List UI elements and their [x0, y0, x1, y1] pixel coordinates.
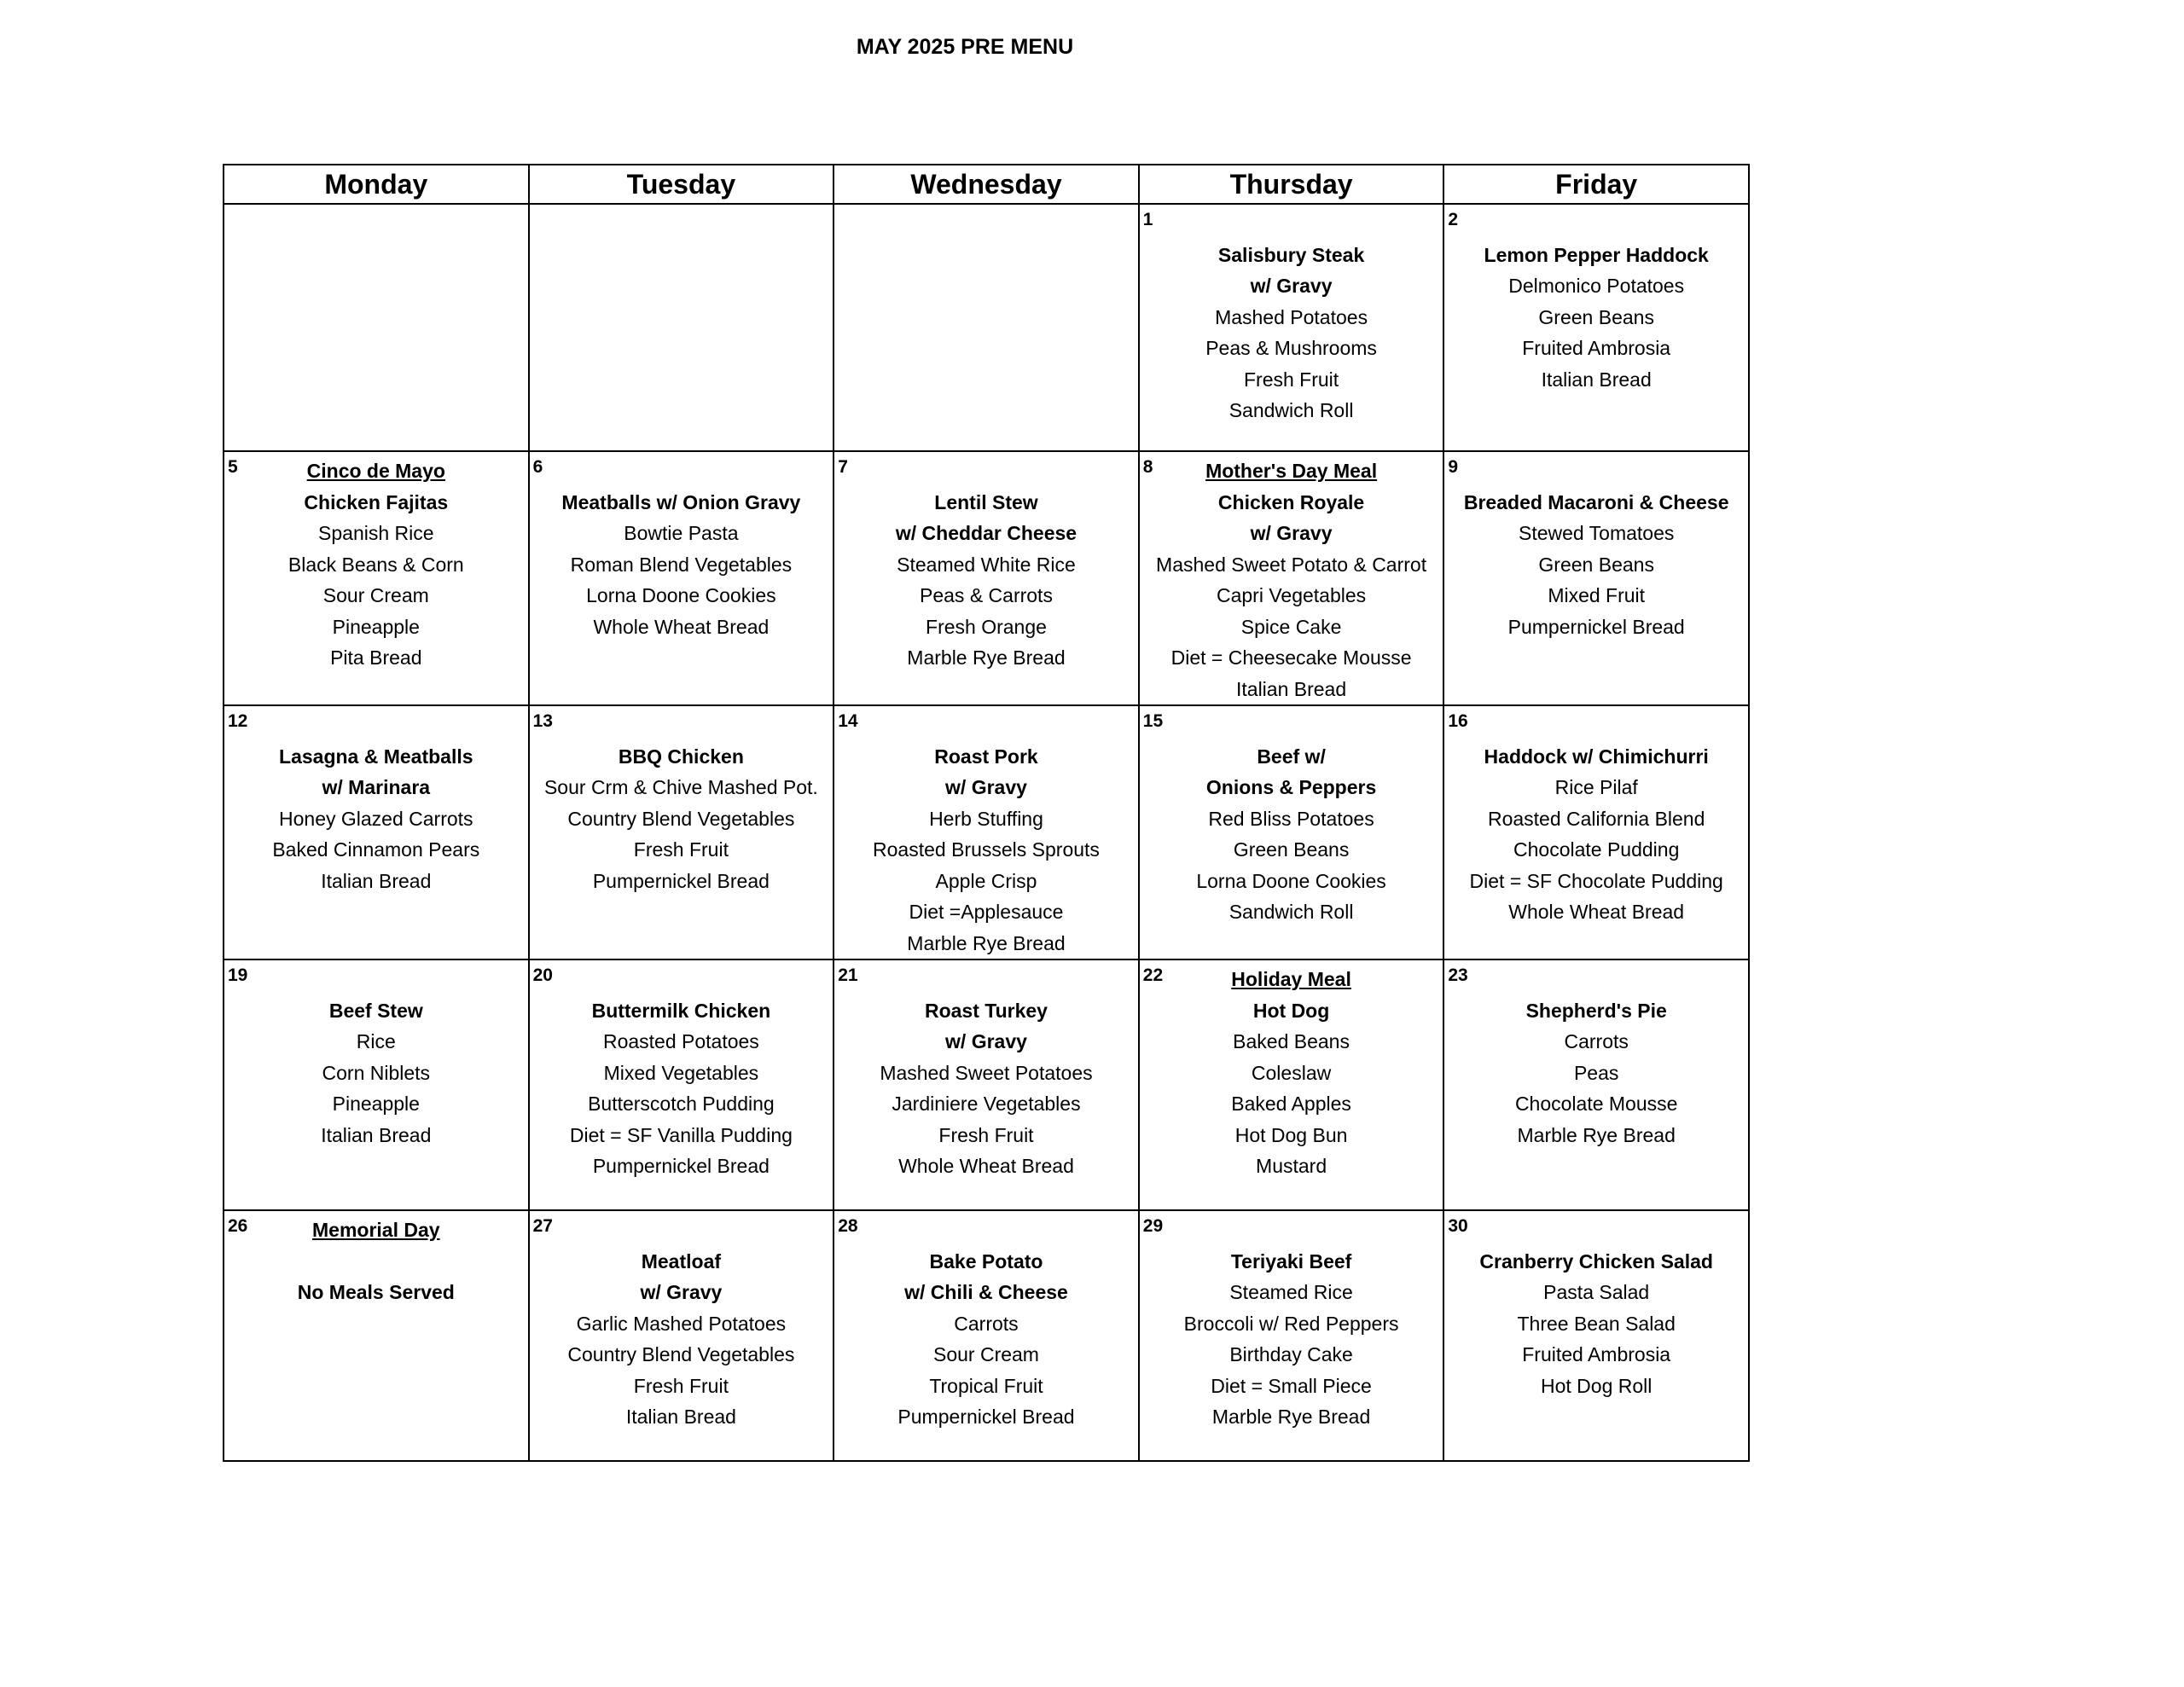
side-item: Fresh Fruit [633, 1374, 729, 1397]
side-item: Mixed Vegetables [603, 1061, 759, 1084]
day-cell [224, 451, 529, 705]
day-number: 9 [1448, 457, 1459, 477]
entree-line: w/ Cheddar Cheese [895, 522, 1077, 544]
entree-line: Lasagna & Meatballs [279, 745, 473, 768]
day-cell-content [530, 205, 834, 454]
day-cell-content [1140, 452, 1443, 708]
side-item: Pita Bread [330, 646, 422, 669]
entree-line: w/ Gravy [1250, 522, 1333, 544]
entree-line: Breaded Macaroni & Cheese [1463, 490, 1729, 513]
side-item: Corn Niblets [322, 1061, 431, 1084]
day-cell-content [224, 706, 528, 962]
weekday-header: Wednesday [834, 165, 1139, 204]
day-cell [224, 959, 529, 1210]
day-number: 6 [532, 457, 543, 477]
side-item: Spice Cake [1240, 615, 1342, 638]
side-item: Diet =Applesauce [909, 901, 1064, 923]
day-cell [1443, 204, 1749, 451]
side-item: Marble Rye Bread [1517, 1123, 1676, 1146]
side-item: Honey Glazed Carrots [279, 807, 473, 830]
holiday-label: Cinco de Mayo [306, 460, 445, 482]
entree-line: w/ Gravy [945, 1030, 1027, 1052]
day-number: 14 [838, 711, 858, 731]
side-item: Roasted Brussels Sprouts [873, 838, 1100, 861]
side-item: Lorna Doone Cookies [1196, 869, 1386, 892]
entree-line: Cranberry Chicken Salad [1479, 1249, 1713, 1272]
side-item: Roasted California Blend [1487, 807, 1705, 830]
day-cell [224, 1210, 529, 1461]
week-row [224, 1210, 1749, 1461]
holiday-label: Mother's Day Meal [1205, 460, 1378, 482]
entree-line: No Meals Served [297, 1281, 455, 1303]
day-cell [1139, 959, 1444, 1210]
side-item: Capri Vegetables [1216, 584, 1367, 606]
day-cell-content [530, 960, 834, 1213]
side-item: Rice Pilaf [1554, 776, 1638, 798]
side-item: Apple Crisp [935, 869, 1037, 892]
side-item: Sour Cream [322, 584, 429, 606]
side-item: Hot Dog Bun [1234, 1123, 1348, 1146]
day-number: 1 [1142, 210, 1153, 229]
entree-line: w/ Marinara [322, 776, 431, 798]
entree-line: Shepherd's Pie [1525, 999, 1667, 1022]
entree-line: Lentil Stew [934, 490, 1038, 513]
entree-line: Onions & Peppers [1205, 776, 1377, 798]
side-item: Sandwich Roll [1228, 399, 1354, 421]
side-item: Diet = SF Chocolate Pudding [1469, 869, 1723, 892]
entree-line: Roast Pork [934, 745, 1038, 768]
day-number: 30 [1448, 1216, 1468, 1236]
side-item: Pineapple [332, 615, 420, 638]
week-row [224, 451, 1749, 705]
side-item: Country Blend Vegetables [567, 1343, 795, 1365]
day-cell [529, 959, 834, 1210]
side-item: Sandwich Roll [1228, 901, 1354, 923]
entree-line: Meatballs w/ Onion Gravy [561, 490, 801, 513]
side-item: Green Beans [1538, 553, 1654, 576]
day-number: 15 [1142, 711, 1164, 731]
side-item: Pumpernickel Bread [897, 1406, 1075, 1428]
side-item: Tropical Fruit [929, 1374, 1043, 1397]
side-item: Chocolate Pudding [1513, 838, 1680, 861]
side-item: Whole Wheat Bread [898, 1155, 1074, 1177]
side-item: Whole Wheat Bread [1508, 901, 1685, 923]
day-cell-content [1140, 205, 1443, 454]
week-row [224, 705, 1749, 959]
day-cell-content [224, 205, 528, 454]
side-item: Diet = Small Piece [1211, 1374, 1372, 1397]
day-cell [1443, 451, 1749, 705]
day-number: 26 [228, 1216, 248, 1236]
entree-line: w/ Gravy [640, 1281, 723, 1303]
side-item: Mashed Sweet Potato & Carrot [1156, 553, 1427, 576]
side-item: Whole Wheat Bread [593, 615, 770, 638]
day-number: 7 [838, 457, 848, 477]
side-item: Italian Bread [625, 1406, 736, 1428]
day-cell-content [530, 706, 834, 962]
side-item: Lorna Doone Cookies [586, 584, 776, 606]
side-item: Marble Rye Bread [907, 646, 1066, 669]
side-item: Fruited Ambrosia [1522, 1343, 1671, 1365]
side-item: Chocolate Mousse [1514, 1093, 1678, 1115]
day-cell [224, 204, 529, 451]
side-item: Stewed Tomatoes [1518, 522, 1675, 544]
day-cell-content [834, 706, 1138, 962]
side-item: Italian Bread [321, 1123, 432, 1146]
side-item: Birthday Cake [1229, 1343, 1353, 1365]
weekday-header: Tuesday [529, 165, 834, 204]
side-item: Fresh Fruit [1243, 368, 1339, 391]
day-cell-content [224, 452, 528, 708]
day-cell [1443, 959, 1749, 1210]
side-item: Carrots [954, 1312, 1019, 1335]
side-item: Pumpernickel Bread [592, 869, 770, 892]
side-item: Fresh Fruit [633, 838, 729, 861]
day-cell-content [1444, 205, 1748, 454]
side-item: Coleslaw [1251, 1061, 1332, 1084]
side-item: Pumpernickel Bread [592, 1155, 770, 1177]
day-cell-content [834, 452, 1138, 708]
day-cell-content [1140, 960, 1443, 1213]
day-cell-content [1140, 1211, 1443, 1464]
day-number: 19 [228, 965, 248, 985]
day-number: 21 [838, 965, 858, 985]
day-cell [1139, 705, 1444, 959]
side-item: Rice [356, 1030, 396, 1052]
side-item: Fresh Fruit [938, 1123, 1034, 1146]
side-item: Italian Bread [1236, 677, 1347, 700]
side-item: Diet = Cheesecake Mousse [1170, 646, 1412, 669]
day-cell-content [1444, 1211, 1748, 1464]
holiday-label: Memorial Day [312, 1219, 440, 1241]
day-cell [529, 1210, 834, 1461]
entree-line [224, 1246, 528, 1278]
side-item: Roman Blend Vegetables [570, 553, 793, 576]
weekday-header-row [224, 165, 1749, 204]
side-item: Mashed Potatoes [1215, 305, 1368, 328]
side-item: Bowtie Pasta [624, 522, 739, 544]
entree-line: Haddock w/ Chimichurri [1484, 745, 1709, 768]
day-number: 29 [1142, 1216, 1164, 1236]
side-item: Marble Rye Bread [1211, 1406, 1371, 1428]
side-item: Country Blend Vegetables [567, 807, 795, 830]
entree-line: Roast Turkey [924, 999, 1048, 1022]
day-number: 13 [532, 711, 553, 731]
side-item: Peas [1573, 1061, 1619, 1084]
day-number: 20 [532, 965, 553, 985]
day-cell [1139, 204, 1444, 451]
entree-line: BBQ Chicken [618, 745, 744, 768]
weekday-header: Friday [1443, 165, 1749, 204]
weekday-header: Thursday [1139, 165, 1444, 204]
entree-line: w/ Gravy [1250, 275, 1333, 297]
holiday-label: Holiday Meal [1231, 968, 1351, 990]
day-cell [834, 705, 1139, 959]
side-item: Green Beans [1538, 305, 1654, 328]
side-item: Sour Crm & Chive Mashed Pot. [543, 776, 818, 798]
entree-line: w/ Chili & Cheese [904, 1281, 1068, 1303]
day-cell [1139, 451, 1444, 705]
day-cell-content [834, 1211, 1138, 1464]
day-cell-content [530, 1211, 834, 1464]
entree-line: Teriyaki Beef [1230, 1249, 1352, 1272]
day-cell [529, 451, 834, 705]
page-title: MAY 2025 PRE MENU [856, 35, 1074, 59]
day-cell-content [1444, 452, 1748, 708]
day-cell-content [530, 452, 834, 708]
side-item: Steamed Rice [1229, 1281, 1353, 1303]
side-item: Broccoli w/ Red Peppers [1183, 1312, 1399, 1335]
entree-line: Salisbury Steak [1217, 243, 1365, 266]
day-cell [834, 204, 1139, 451]
entree-line: Chicken Fajitas [304, 490, 449, 513]
entree-line: w/ Gravy [945, 776, 1027, 798]
entree-line: Bake Potato [929, 1249, 1043, 1272]
side-item: Mustard [1256, 1155, 1327, 1177]
day-cell-content [834, 960, 1138, 1213]
day-number: 12 [228, 711, 248, 731]
side-item: Pineapple [332, 1093, 420, 1115]
week-row [224, 204, 1749, 451]
side-item: Hot Dog Roll [1540, 1374, 1653, 1397]
side-item: Green Beans [1233, 838, 1350, 861]
side-item: Butterscotch Pudding [588, 1093, 775, 1115]
entree-line: Beef w/ [1257, 745, 1326, 768]
side-item: Peas & Mushrooms [1205, 337, 1377, 359]
side-item: Jardiniere Vegetables [892, 1093, 1081, 1115]
entree-line: Meatloaf [641, 1249, 722, 1272]
day-cell [224, 705, 529, 959]
day-cell-content [1444, 960, 1748, 1213]
side-item: Three Bean Salad [1517, 1312, 1676, 1335]
menu-calendar [223, 164, 1750, 1462]
side-item: Steamed White Rice [897, 553, 1076, 576]
day-cell-content [224, 960, 528, 1213]
day-cell [1443, 1210, 1749, 1461]
day-cell [1139, 1210, 1444, 1461]
day-cell-content [834, 205, 1138, 454]
side-item: Carrots [1564, 1030, 1629, 1052]
side-item: Baked Cinnamon Pears [272, 838, 480, 861]
side-item: Marble Rye Bread [907, 931, 1066, 954]
day-cell [834, 1210, 1139, 1461]
entree-line: Buttermilk Chicken [591, 999, 771, 1022]
side-item: Peas & Carrots [920, 584, 1053, 606]
entree-line: Lemon Pepper Haddock [1484, 243, 1709, 266]
day-number: 16 [1448, 711, 1468, 731]
side-item: Garlic Mashed Potatoes [576, 1312, 787, 1335]
side-item: Mashed Sweet Potatoes [880, 1061, 1093, 1084]
side-item: Pumpernickel Bread [1507, 615, 1685, 638]
side-item: Red Bliss Potatoes [1208, 807, 1374, 830]
day-number: 28 [838, 1216, 858, 1236]
entree-line: Beef Stew [328, 999, 423, 1022]
side-item: Black Beans & Corn [288, 553, 464, 576]
side-item: Fresh Orange [926, 615, 1047, 638]
side-item: Roasted Potatoes [602, 1030, 759, 1052]
side-item: Baked Apples [1231, 1093, 1351, 1115]
day-number: 8 [1142, 457, 1153, 477]
side-item: Fruited Ambrosia [1522, 337, 1671, 359]
day-cell [529, 204, 834, 451]
side-item: Italian Bread [321, 869, 432, 892]
day-cell [834, 959, 1139, 1210]
entree-line: Chicken Royale [1217, 490, 1365, 513]
day-number: 5 [228, 457, 238, 477]
side-item: Pasta Salad [1543, 1281, 1650, 1303]
day-cell-content [224, 1211, 528, 1464]
side-item: Spanish Rice [318, 522, 434, 544]
side-item: Sour Cream [932, 1343, 1039, 1365]
day-number: 2 [1448, 210, 1459, 229]
weekday-header: Monday [224, 165, 529, 204]
side-item: Diet = SF Vanilla Pudding [569, 1123, 793, 1146]
side-item: Baked Beans [1233, 1030, 1350, 1052]
day-cell-content [1444, 706, 1748, 962]
day-number: 23 [1448, 965, 1468, 985]
entree-line: Hot Dog [1252, 999, 1330, 1022]
side-item: Delmonico Potatoes [1508, 275, 1685, 297]
side-item: Herb Stuffing [929, 807, 1043, 830]
side-item: Mixed Fruit [1548, 584, 1646, 606]
side-item: Italian Bread [1541, 368, 1652, 391]
day-number: 22 [1142, 965, 1164, 985]
day-number: 27 [532, 1216, 553, 1236]
day-cell [1443, 705, 1749, 959]
day-cell-content [1140, 706, 1443, 962]
day-cell [529, 705, 834, 959]
week-row [224, 959, 1749, 1210]
day-cell [834, 451, 1139, 705]
